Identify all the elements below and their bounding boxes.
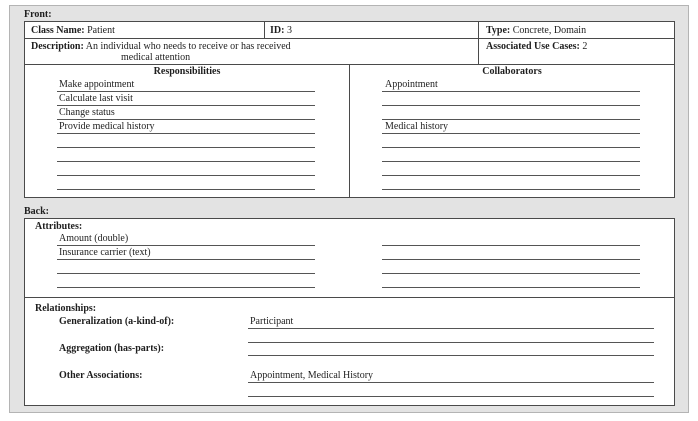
divider: [478, 22, 479, 64]
relationships-label: Relationships:: [35, 303, 97, 314]
ruled-line: [57, 91, 315, 92]
generalization-value: Participant: [250, 316, 294, 327]
ruled-line: [57, 189, 315, 190]
collaborator-item: Appointment: [385, 79, 438, 90]
ruled-line: [57, 259, 315, 260]
ruled-line: [57, 105, 315, 106]
ruled-line: [382, 133, 640, 134]
description-line-1: An individual who needs to receive or has received: [85, 41, 291, 52]
other-associations-value: Appointment, Medical History: [250, 370, 374, 381]
ruled-line: [382, 91, 640, 92]
id-value: 3: [286, 25, 292, 36]
generalization-label: Generalization (a-kind-of):: [59, 316, 175, 327]
ruled-line: [382, 259, 640, 260]
aggregation-label: Aggregation (has-parts):: [59, 343, 165, 354]
ruled-line: [57, 161, 315, 162]
use-cases-field: [486, 41, 587, 53]
attributes-label: Attributes:: [35, 221, 83, 232]
back-label: Back:: [24, 206, 49, 217]
attribute-item: Amount (double): [59, 233, 129, 244]
ruled-line: [382, 119, 640, 120]
ruled-line: [382, 161, 640, 162]
ruled-line: [382, 105, 640, 106]
description-line-2: medical attention: [121, 52, 191, 63]
responsibilities-header: Responsibilities: [153, 66, 221, 77]
id-field: [270, 25, 292, 37]
class-name-field: [31, 25, 115, 37]
type-field: [486, 25, 586, 37]
ruled-line: [382, 175, 640, 176]
ruled-line: [382, 147, 640, 148]
ruled-line: [382, 189, 640, 190]
ruled-line: [57, 245, 315, 246]
ruled-line: [248, 382, 654, 383]
attributes-divider: [25, 297, 674, 298]
ruled-line: [57, 273, 315, 274]
ruled-line: [248, 342, 654, 343]
use-cases-label: Associated Use Cases:: [486, 41, 580, 52]
class-name-value: Patient: [87, 25, 115, 36]
id-label: ID:: [270, 25, 285, 36]
responsibility-item: Make appointment: [59, 79, 135, 90]
use-cases-value: 2: [582, 41, 588, 52]
ruled-line: [57, 119, 315, 120]
ruled-line: [382, 245, 640, 246]
ruled-line: [57, 133, 315, 134]
responsibility-item: Calculate last visit: [59, 93, 133, 104]
class-name-label: Class Name:: [31, 25, 85, 36]
collaborator-item: Medical history: [385, 121, 449, 132]
ruled-line: [248, 328, 654, 329]
type-value: Concrete, Domain: [512, 25, 587, 36]
ruled-line: [382, 287, 640, 288]
ruled-line: [57, 175, 315, 176]
ruled-line: [248, 355, 654, 356]
responsibility-item: Change status: [59, 107, 115, 118]
divider: [264, 22, 265, 38]
ruled-line: [57, 147, 315, 148]
ruled-line: [57, 287, 315, 288]
description-label: Description:: [31, 41, 84, 52]
header-divider: [25, 38, 674, 39]
ruled-line: [382, 273, 640, 274]
type-label: Type:: [486, 25, 511, 36]
responsibility-item: Provide medical history: [59, 121, 155, 132]
column-divider: [349, 64, 350, 197]
collaborators-header: Collaborators: [482, 66, 542, 77]
other-associations-label: Other Associations:: [59, 370, 143, 381]
attribute-item: Insurance carrier (text): [59, 247, 151, 258]
ruled-line: [248, 396, 654, 397]
front-label: Front:: [24, 9, 52, 20]
